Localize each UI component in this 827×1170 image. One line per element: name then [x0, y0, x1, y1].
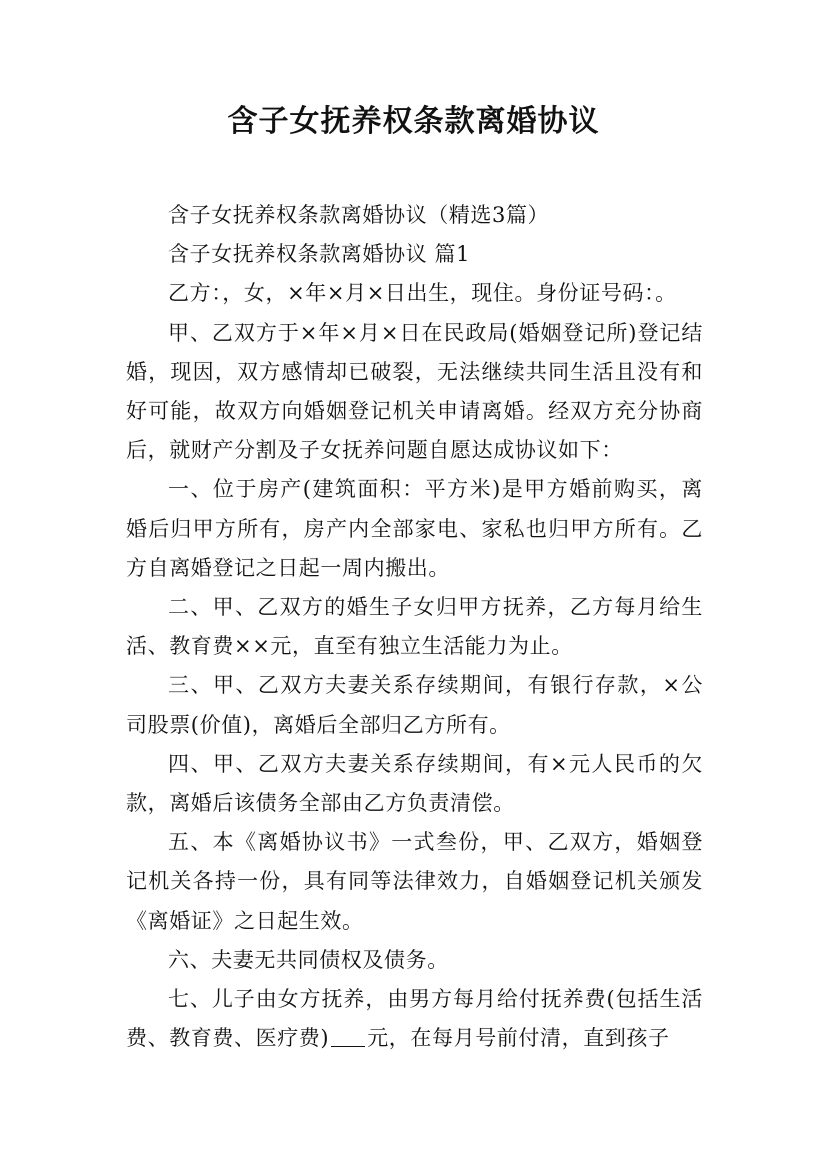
paragraph-party-b: 乙方：，女，×年×月×日出生，现住。身份证号码：。 [168, 281, 677, 306]
clause-7-text-after: 元，在每月号前付清，直到孩子 [367, 1026, 670, 1051]
paragraph-clause-6: 六、夫妻无共同债权及债务。 [168, 947, 449, 972]
paragraph-clause-1: 一、位于房产(建筑面积：平方米)是甲方婚前购买，离婚后归甲方所有，房产内全部家电、家私也归甲方所有。乙方自离婚登记之日起一周内搬出。 [126, 477, 703, 580]
paragraph-clause-5: 五、本《离婚协议书》一式叁份，甲、乙双方，婚姻登记机关各持一份，具有同等法律效力，自婚姻登记机关颁发《离婚证》之日起生效。 [126, 830, 703, 933]
paragraph-clause-2: 二、甲、乙双方的婚生子女归甲方抚养，乙方每月给生活、教育费××元，直至有独立生活能力为止。 [126, 595, 703, 659]
paragraph-clause-4: 四、甲、乙双方夫妻关系存续期间，有×元人民币的欠款，离婚后该债务全部由乙方负责清偿。 [126, 751, 703, 816]
fill-in-blank [331, 1025, 365, 1047]
paragraph-clause-7 [126, 980, 703, 1058]
paragraph-subtitle: 含子女抚养权条款离婚协议（精选3篇） [168, 203, 550, 227]
document-title: 含子女抚养权条款离婚协议 [227, 104, 600, 139]
paragraph-section-heading: 含子女抚养权条款离婚协议 篇1 [168, 242, 471, 267]
paragraph-intro: 甲、乙双方于×年×月×日在民政局(婚姻登记所)登记结婚，现因，双方感情却已破裂，无法继续共同生活且没有和好可能，故双方向婚姻登记机关申请离婚。经双方充分协商后，就财产分割及子女抚养问题自愿达成协议如下： [126, 320, 703, 463]
document-body [126, 196, 703, 1058]
paragraph-clause-3: 三、甲、乙双方夫妻关系存续期间，有银行存款，×公司股票(价值)，离婚后全部归乙方所有。 [126, 673, 703, 737]
clause-7-text-before: 七、儿子由女方抚养，由男方每月给付抚养费(包括生活费、教育费、医疗费) [126, 987, 703, 1051]
